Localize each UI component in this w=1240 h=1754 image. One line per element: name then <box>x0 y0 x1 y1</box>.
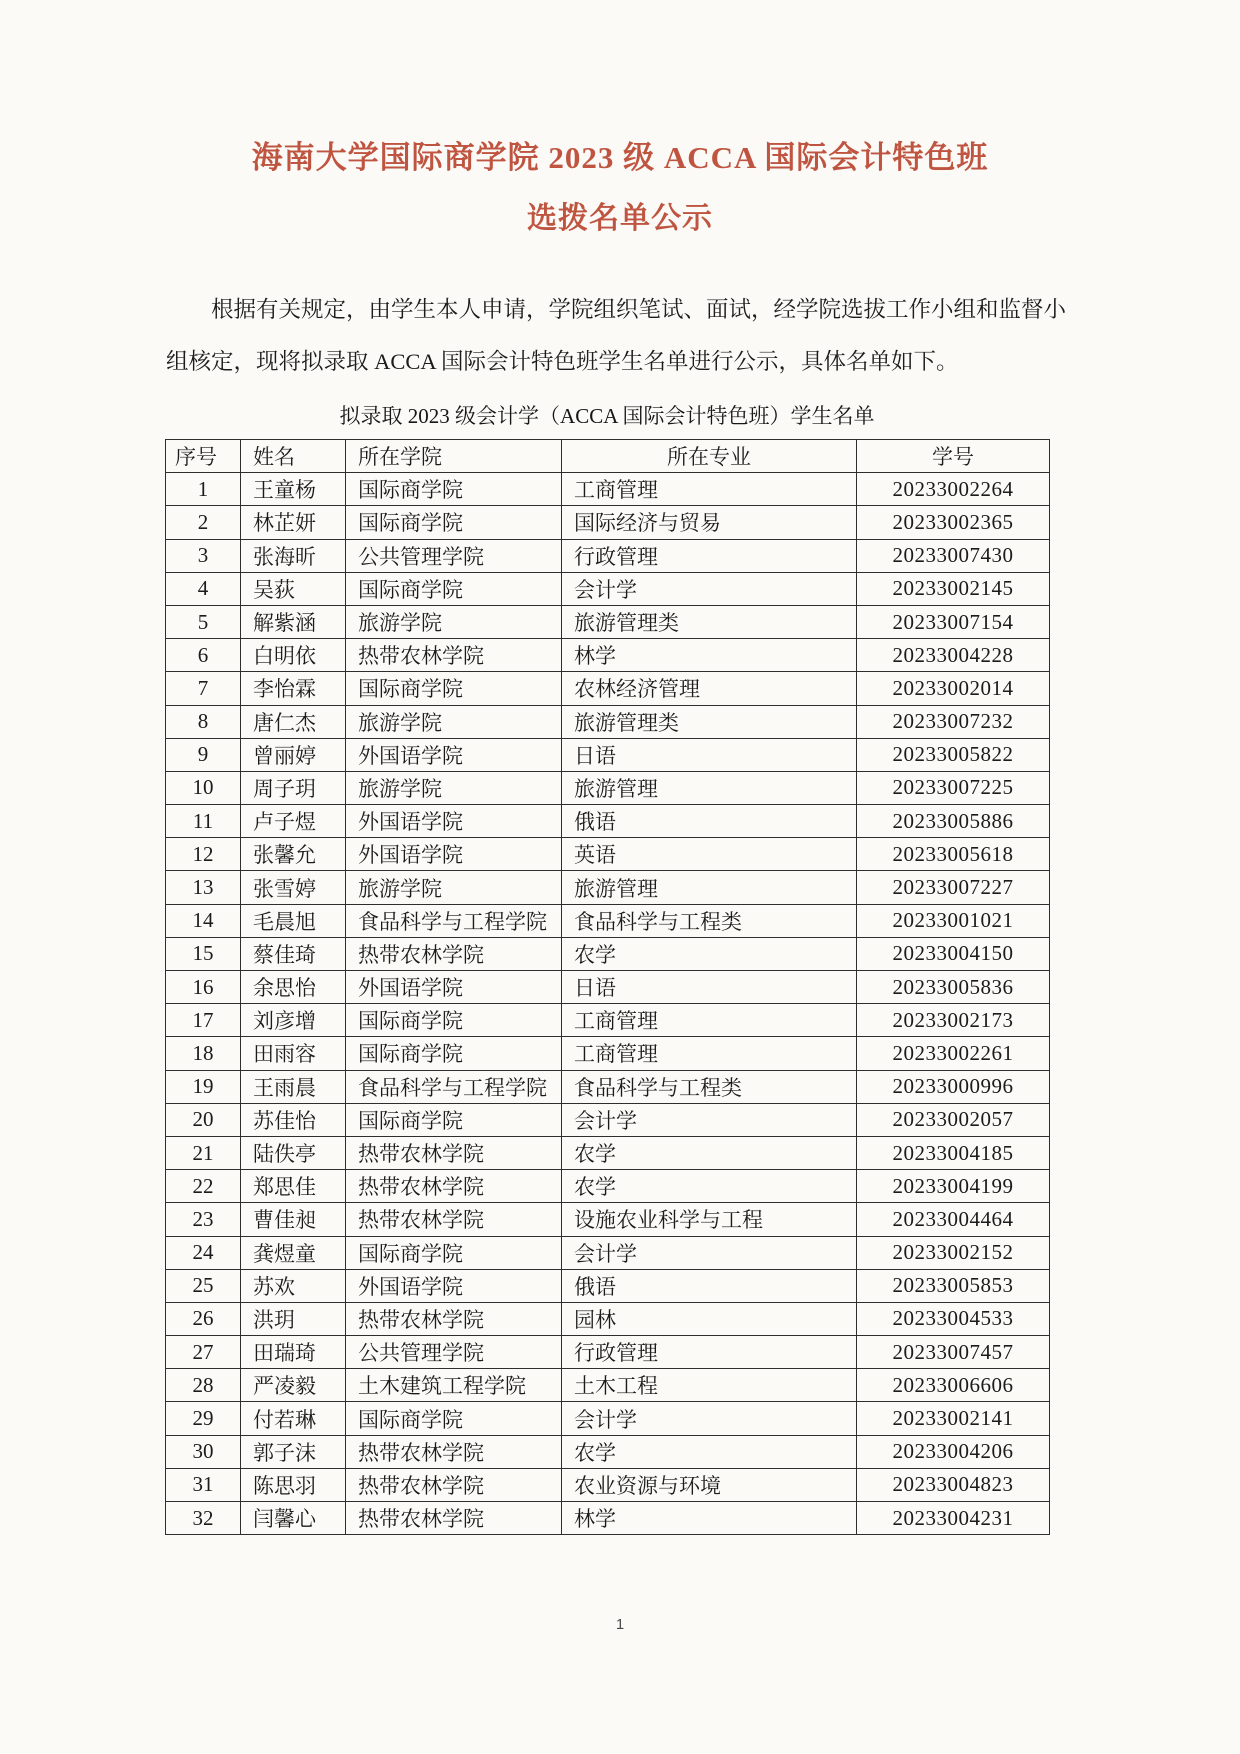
cell-college: 国际商学院 <box>346 1004 562 1037</box>
cell-major: 英语 <box>562 838 857 871</box>
cell-index: 17 <box>166 1004 241 1037</box>
cell-name: 曹佳昶 <box>241 1203 346 1236</box>
cell-index: 12 <box>166 838 241 871</box>
cell-index: 19 <box>166 1070 241 1103</box>
cell-name: 陈思羽 <box>241 1468 346 1501</box>
cell-college: 热带农林学院 <box>346 1502 562 1535</box>
table-row <box>166 871 1050 904</box>
cell-major: 俄语 <box>562 1269 857 1302</box>
cell-index: 13 <box>166 871 241 904</box>
cell-college: 旅游学院 <box>346 871 562 904</box>
cell-college: 热带农林学院 <box>346 1435 562 1468</box>
cell-name: 龚煜童 <box>241 1236 346 1269</box>
table-row <box>166 672 1050 705</box>
cell-student-id: 20233005618 <box>857 838 1050 871</box>
cell-student-id: 20233004150 <box>857 937 1050 970</box>
cell-college: 国际商学院 <box>346 1236 562 1269</box>
cell-student-id: 20233002264 <box>857 473 1050 506</box>
cell-student-id: 20233006606 <box>857 1369 1050 1402</box>
cell-college: 外国语学院 <box>346 738 562 771</box>
cell-student-id: 20233001021 <box>857 904 1050 937</box>
cell-name: 张雪婷 <box>241 871 346 904</box>
cell-major: 农学 <box>562 1170 857 1203</box>
cell-major: 会计学 <box>562 572 857 605</box>
cell-student-id: 20233004533 <box>857 1302 1050 1335</box>
cell-name: 苏欢 <box>241 1269 346 1302</box>
cell-index: 9 <box>166 738 241 771</box>
cell-name: 郑思佳 <box>241 1170 346 1203</box>
cell-major: 食品科学与工程类 <box>562 1070 857 1103</box>
cell-student-id: 20233007232 <box>857 705 1050 738</box>
cell-major: 农林经济管理 <box>562 672 857 705</box>
table-header-row <box>166 440 1050 473</box>
header-index: 序号 <box>166 440 241 473</box>
cell-index: 4 <box>166 572 241 605</box>
table-row <box>166 1336 1050 1369</box>
cell-major: 旅游管理 <box>562 771 857 804</box>
cell-major: 旅游管理类 <box>562 605 857 638</box>
cell-index: 24 <box>166 1236 241 1269</box>
cell-name: 张海昕 <box>241 539 346 572</box>
table-section <box>165 400 1049 1535</box>
title-line-2: 选拨名单公示 <box>527 202 713 235</box>
cell-name: 余思怡 <box>241 971 346 1004</box>
cell-name: 陆佚亭 <box>241 1136 346 1169</box>
student-table-body <box>166 473 1050 1535</box>
cell-college: 公共管理学院 <box>346 539 562 572</box>
cell-index: 30 <box>166 1435 241 1468</box>
student-roster-table <box>165 439 1050 1535</box>
table-row <box>166 1170 1050 1203</box>
cell-college: 热带农林学院 <box>346 639 562 672</box>
cell-student-id: 20233002145 <box>857 572 1050 605</box>
table-row <box>166 838 1050 871</box>
cell-index: 3 <box>166 539 241 572</box>
cell-major: 农学 <box>562 1136 857 1169</box>
cell-student-id: 20233002173 <box>857 1004 1050 1037</box>
cell-college: 外国语学院 <box>346 838 562 871</box>
cell-index: 29 <box>166 1402 241 1435</box>
cell-index: 16 <box>166 971 241 1004</box>
table-row <box>166 1236 1050 1269</box>
table-row <box>166 1502 1050 1535</box>
cell-college: 公共管理学院 <box>346 1336 562 1369</box>
cell-name: 曾丽婷 <box>241 738 346 771</box>
cell-student-id: 20233007154 <box>857 605 1050 638</box>
cell-major: 日语 <box>562 738 857 771</box>
table-row <box>166 1103 1050 1136</box>
cell-name: 唐仁杰 <box>241 705 346 738</box>
table-row <box>166 539 1050 572</box>
cell-name: 蔡佳琦 <box>241 937 346 970</box>
cell-college: 土木建筑工程学院 <box>346 1369 562 1402</box>
cell-index: 18 <box>166 1037 241 1070</box>
cell-student-id: 20233002152 <box>857 1236 1050 1269</box>
table-row <box>166 1302 1050 1335</box>
cell-major: 工商管理 <box>562 473 857 506</box>
cell-name: 解紫涵 <box>241 605 346 638</box>
cell-student-id: 20233005853 <box>857 1269 1050 1302</box>
cell-student-id: 20233002365 <box>857 506 1050 539</box>
cell-index: 7 <box>166 672 241 705</box>
cell-student-id: 20233007430 <box>857 539 1050 572</box>
cell-college: 旅游学院 <box>346 771 562 804</box>
cell-student-id: 20233004231 <box>857 1502 1050 1535</box>
document-title <box>0 0 1240 238</box>
table-row <box>166 971 1050 1004</box>
table-row <box>166 904 1050 937</box>
cell-college: 旅游学院 <box>346 605 562 638</box>
cell-college: 旅游学院 <box>346 705 562 738</box>
cell-index: 10 <box>166 771 241 804</box>
cell-index: 21 <box>166 1136 241 1169</box>
table-row <box>166 1468 1050 1501</box>
cell-index: 25 <box>166 1269 241 1302</box>
header-college: 所在学院 <box>346 440 562 473</box>
cell-index: 32 <box>166 1502 241 1535</box>
cell-major: 园林 <box>562 1302 857 1335</box>
cell-name: 毛晨旭 <box>241 904 346 937</box>
cell-student-id: 20233000996 <box>857 1070 1050 1103</box>
cell-major: 会计学 <box>562 1103 857 1136</box>
cell-college: 外国语学院 <box>346 971 562 1004</box>
cell-college: 热带农林学院 <box>346 937 562 970</box>
cell-major: 国际经济与贸易 <box>562 506 857 539</box>
cell-index: 27 <box>166 1336 241 1369</box>
cell-major: 农学 <box>562 937 857 970</box>
cell-student-id: 20233004464 <box>857 1203 1050 1236</box>
table-row <box>166 639 1050 672</box>
cell-student-id: 20233007227 <box>857 871 1050 904</box>
cell-college: 国际商学院 <box>346 1037 562 1070</box>
header-name: 姓名 <box>241 440 346 473</box>
cell-major: 农学 <box>562 1435 857 1468</box>
table-row <box>166 473 1050 506</box>
cell-name: 严凌毅 <box>241 1369 346 1402</box>
table-row <box>166 1369 1050 1402</box>
cell-student-id: 20233007225 <box>857 771 1050 804</box>
cell-index: 23 <box>166 1203 241 1236</box>
page-number: 1 <box>615 1616 625 1633</box>
cell-index: 15 <box>166 937 241 970</box>
table-row <box>166 1435 1050 1468</box>
cell-index: 26 <box>166 1302 241 1335</box>
cell-college: 热带农林学院 <box>346 1170 562 1203</box>
cell-name: 白明依 <box>241 639 346 672</box>
cell-name: 卢子煜 <box>241 805 346 838</box>
title-line-1: 海南大学国际商学院 2023 级 ACCA 国际会计特色班 <box>251 140 989 175</box>
cell-college: 国际商学院 <box>346 473 562 506</box>
cell-name: 张馨允 <box>241 838 346 871</box>
cell-college: 国际商学院 <box>346 1103 562 1136</box>
cell-name: 付若琳 <box>241 1402 346 1435</box>
cell-index: 22 <box>166 1170 241 1203</box>
table-row <box>166 937 1050 970</box>
cell-college: 热带农林学院 <box>346 1203 562 1236</box>
cell-major: 行政管理 <box>562 539 857 572</box>
cell-student-id: 20233002057 <box>857 1103 1050 1136</box>
table-row <box>166 1203 1050 1236</box>
cell-student-id: 20233007457 <box>857 1336 1050 1369</box>
cell-index: 1 <box>166 473 241 506</box>
cell-college: 外国语学院 <box>346 805 562 838</box>
cell-index: 6 <box>166 639 241 672</box>
cell-major: 土木工程 <box>562 1369 857 1402</box>
table-row <box>166 738 1050 771</box>
cell-name: 闫馨心 <box>241 1502 346 1535</box>
cell-major: 旅游管理 <box>562 871 857 904</box>
cell-student-id: 20233004199 <box>857 1170 1050 1203</box>
cell-college: 热带农林学院 <box>346 1136 562 1169</box>
cell-major: 设施农业科学与工程 <box>562 1203 857 1236</box>
table-row <box>166 506 1050 539</box>
cell-student-id: 20233002261 <box>857 1037 1050 1070</box>
cell-student-id: 20233004823 <box>857 1468 1050 1501</box>
table-row <box>166 771 1050 804</box>
cell-major: 工商管理 <box>562 1037 857 1070</box>
table-caption: 拟录取 2023 级会计学（ACCA 国际会计特色班）学生名单 <box>339 404 875 428</box>
table-row <box>166 572 1050 605</box>
cell-name: 洪玥 <box>241 1302 346 1335</box>
cell-name: 刘彦增 <box>241 1004 346 1037</box>
cell-name: 田雨容 <box>241 1037 346 1070</box>
table-row <box>166 605 1050 638</box>
cell-major: 林学 <box>562 1502 857 1535</box>
cell-major: 旅游管理类 <box>562 705 857 738</box>
cell-major: 食品科学与工程类 <box>562 904 857 937</box>
cell-index: 8 <box>166 705 241 738</box>
cell-name: 郭子沫 <box>241 1435 346 1468</box>
cell-student-id: 20233005886 <box>857 805 1050 838</box>
cell-student-id: 20233005836 <box>857 971 1050 1004</box>
cell-college: 食品科学与工程学院 <box>346 1070 562 1103</box>
cell-student-id: 20233002014 <box>857 672 1050 705</box>
cell-index: 2 <box>166 506 241 539</box>
table-row <box>166 1402 1050 1435</box>
cell-major: 林学 <box>562 639 857 672</box>
header-student-id: 学号 <box>857 440 1050 473</box>
cell-index: 5 <box>166 605 241 638</box>
table-row <box>166 1136 1050 1169</box>
cell-college: 食品科学与工程学院 <box>346 904 562 937</box>
cell-index: 20 <box>166 1103 241 1136</box>
cell-student-id: 20233004185 <box>857 1136 1050 1169</box>
cell-major: 农业资源与环境 <box>562 1468 857 1501</box>
table-row <box>166 1037 1050 1070</box>
cell-name: 王童杨 <box>241 473 346 506</box>
cell-college: 国际商学院 <box>346 672 562 705</box>
cell-name: 田瑞琦 <box>241 1336 346 1369</box>
cell-major: 会计学 <box>562 1402 857 1435</box>
cell-name: 吴荻 <box>241 572 346 605</box>
cell-major: 工商管理 <box>562 1004 857 1037</box>
table-row <box>166 1269 1050 1302</box>
cell-major: 日语 <box>562 971 857 1004</box>
cell-student-id: 20233004228 <box>857 639 1050 672</box>
cell-name: 王雨晨 <box>241 1070 346 1103</box>
table-row <box>166 1070 1050 1103</box>
cell-student-id: 20233002141 <box>857 1402 1050 1435</box>
cell-name: 苏佳怡 <box>241 1103 346 1136</box>
cell-index: 11 <box>166 805 241 838</box>
table-row <box>166 1004 1050 1037</box>
cell-college: 国际商学院 <box>346 506 562 539</box>
table-row <box>166 705 1050 738</box>
cell-college: 国际商学院 <box>346 1402 562 1435</box>
cell-major: 俄语 <box>562 805 857 838</box>
cell-college: 热带农林学院 <box>346 1302 562 1335</box>
cell-student-id: 20233005822 <box>857 738 1050 771</box>
cell-college: 热带农林学院 <box>346 1468 562 1501</box>
header-major: 所在专业 <box>562 440 857 473</box>
cell-name: 林芷妍 <box>241 506 346 539</box>
cell-college: 外国语学院 <box>346 1269 562 1302</box>
cell-name: 周子玥 <box>241 771 346 804</box>
cell-index: 14 <box>166 904 241 937</box>
cell-index: 31 <box>166 1468 241 1501</box>
cell-name: 李怡霖 <box>241 672 346 705</box>
cell-student-id: 20233004206 <box>857 1435 1050 1468</box>
cell-college: 国际商学院 <box>346 572 562 605</box>
cell-major: 行政管理 <box>562 1336 857 1369</box>
cell-major: 会计学 <box>562 1236 857 1269</box>
intro-paragraph: 根据有关规定，由学生本人申请，学院组织笔试、面试，经学院选拔工作小组和监督小组核定，现将拟录取 ACCA 国际会计特色班学生名单进行公示，具体名单如下。 <box>166 297 1067 374</box>
table-row <box>166 805 1050 838</box>
cell-index: 28 <box>166 1369 241 1402</box>
